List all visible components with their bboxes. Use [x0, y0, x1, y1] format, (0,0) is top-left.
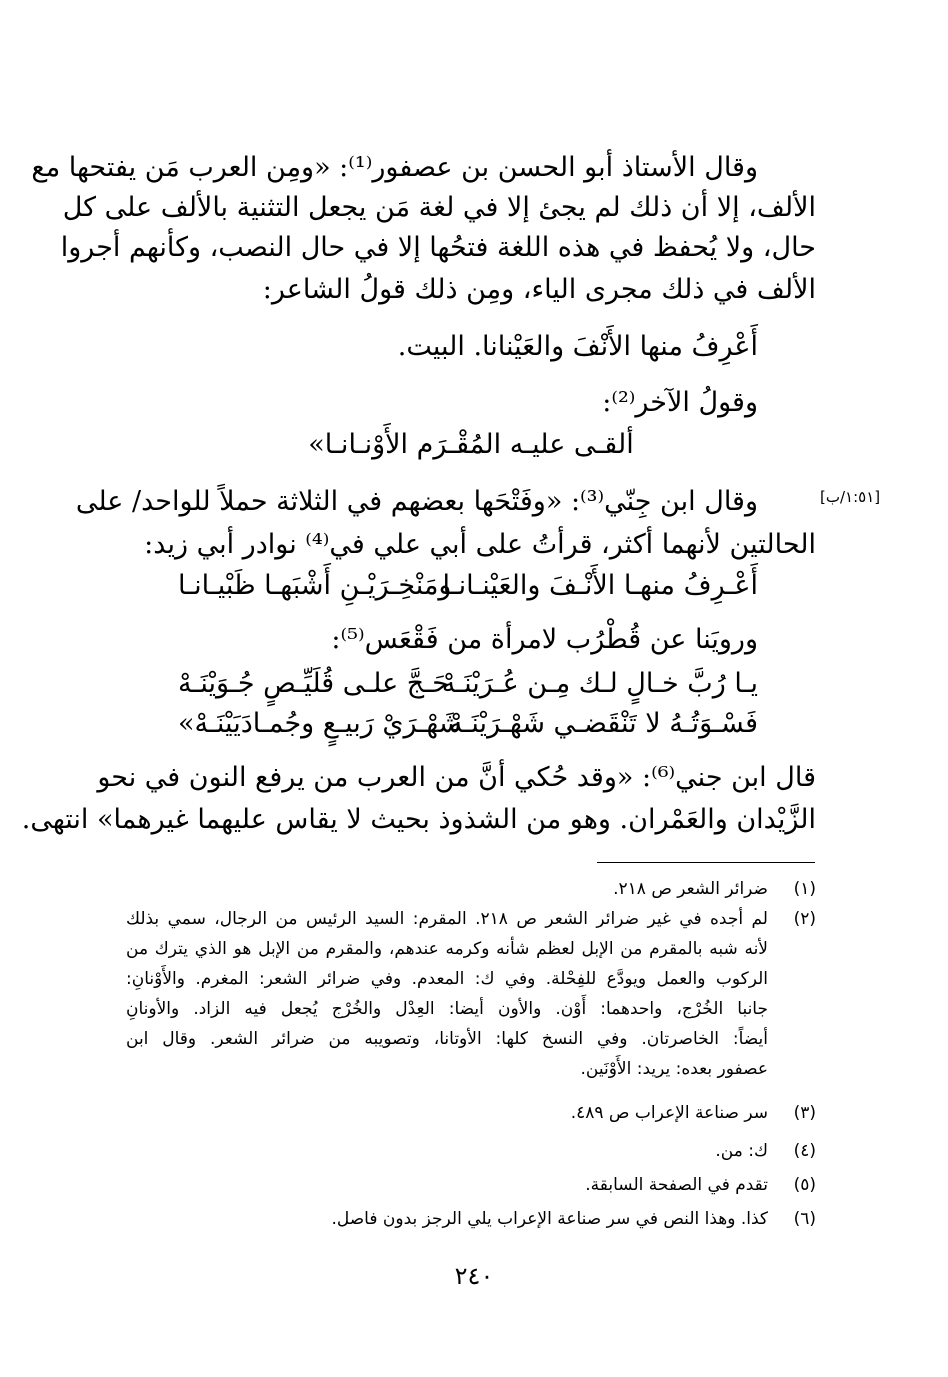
footnote-text: سر صناعة الإعراب ص ٤٨٩.	[570, 1103, 768, 1123]
footnote-text: لم أجده في غير ضرائر الشعر ص ٢١٨. المقرم: السيد الرئيس من الرجال، سمي بذلك	[126, 909, 768, 929]
footnote-number: (٦)	[793, 1209, 816, 1229]
body-line: قال ابن جني⁽⁶⁾: «وقد حُكي أنَّ من العرب من يرفع النون في نحو	[97, 762, 816, 793]
verse-citation: أَعْرِفُ منها الأَنْفَ والعَيْنانا. البيت.	[397, 331, 758, 362]
margin-note: [١:٥١/ب]	[820, 488, 881, 506]
verse-hemistich-right: أَعْـرِفُ منهـا الأَنْـفَ والعَيْنـانـا	[442, 570, 758, 601]
footnote-text: لأنه شبه بالمقرم من الإبل لعظم شأنه وكرمه عندهم، والمقرم من الإبل هو الذي يترك من	[126, 939, 768, 959]
footnote-text: ضرائر الشعر ص ٢١٨.	[613, 879, 768, 899]
footnote-text: عصفور بعده: يريد: الأَوْنَين.	[580, 1059, 768, 1079]
footnote-text: تقدم في الصفحة السابقة.	[585, 1175, 768, 1195]
body-line: الزَّيْدان والعَمْران. وهو من الشذوذ بحيث لا يقاس عليهما غيرهما» انتهى.	[21, 804, 816, 835]
footnote-separator	[597, 862, 815, 863]
body-line: الألف في ذلك مجرى الياء، ومِن ذلك قولُ الشاعر:	[262, 274, 816, 305]
verse-hemistich-left: ومَنْخِـرَيْـنِ أَشْبَهـا ظَبْيـانـا	[178, 570, 452, 601]
body-line: وقولُ الآخر⁽²⁾:	[602, 387, 758, 418]
body-line: وقال ابن جِنّي⁽³⁾: «وفَتْحَها بعضهم في الثلاثة حملاً للواحد/ على	[75, 486, 758, 517]
verse-hemistich-left: شَهْـرَيْ رَبيـعٍ وجُمـادَيَيْنَـهْ»	[178, 708, 462, 739]
verse-citation: ألقـى عليـه المُقْـرَم الأَوْنـانـا»	[308, 429, 634, 460]
footnote-number: (٤)	[793, 1141, 816, 1161]
body-line: وقال الأستاذ أبو الحسن بن عصفور⁽¹⁾: «ومِن العرب مَن يفتحها مع	[31, 152, 758, 183]
footnote-number: (٥)	[793, 1175, 816, 1195]
verse-hemistich-right: فَسْـوَتُـهُ لا تَنْقَضـي شَهْـرَيْنَـهْ	[449, 708, 758, 739]
page-number: ٢٤٠	[454, 1262, 494, 1290]
body-line: ورويَنا عن قُطْرُب لامرأة من فَقْعَس⁽⁵⁾:	[331, 624, 758, 655]
footnote-text: جانبا الخُرْج، واحدهما: أَوْن. والأون أيضا: العِدْل والخُرْج يُجعل فيه الزاد. والأونانِ	[126, 999, 768, 1019]
footnote-number: (١)	[793, 879, 816, 899]
footnote-text: أيضاً: الخاصرتان. وفي النسخ كلها: الأوتانا، وتصويبه من ضرائر الشعر. وقال ابن	[126, 1029, 768, 1049]
footnote-text: كذا. وهذا النص في سر صناعة الإعراب يلي الرجز بدون فاصل.	[331, 1209, 768, 1229]
footnote-number: (٢)	[793, 909, 816, 929]
footnote-number: (٣)	[793, 1103, 816, 1123]
body-line: الحالتين لأنهما أكثر، قرأتُ على أبي علي في⁽⁴⁾ نوادر أبي زيد:	[144, 529, 816, 560]
verse-hemistich-right: يـا رُبَّ خـالٍ لـك مِـن عُـرَيْنَـهْ	[441, 668, 758, 699]
body-line: حال، ولا يُحفظ في هذه اللغة فتحُها إلا في حال النصب، وكأنهم أجروا	[60, 232, 816, 263]
verse-hemistich-left: حَـجَّ علـى قُلَيِّـصٍ جُـوَيْنَـهْ	[178, 668, 449, 699]
footnote-text: ك: من.	[715, 1141, 768, 1161]
footnote-text: الركوب والعمل ويودَّع للفِحْلة. وفي ك: المعدم. وفي ضرائر الشعر: المغرم. والأَوْنانِ:	[126, 969, 768, 989]
body-line: الألف، إلا أن ذلك لم يجئ إلا في لغة مَن يجعل التثنية بالألف على كل	[62, 192, 816, 223]
